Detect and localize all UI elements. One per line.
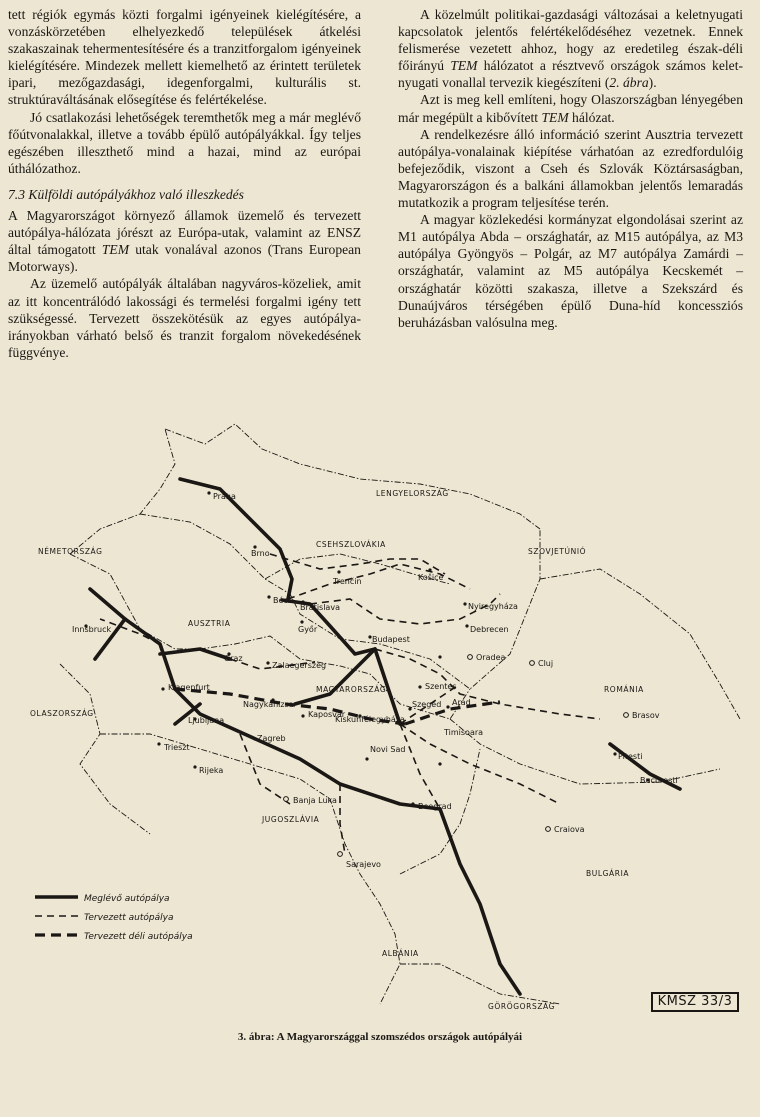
label-trieszt: Trieszt — [164, 743, 190, 752]
planned-motorways — [100, 554, 600, 854]
label-graz: Graz — [224, 654, 243, 663]
label-albania: ALBÁNIA — [382, 949, 419, 958]
label-jugoszlavia: JUGOSZLÁVIA — [262, 815, 320, 824]
label-nagykanizsa: Nagykanizsa — [243, 700, 294, 709]
label-ausztria: AUSZTRIA — [188, 619, 231, 628]
label-bratislava: Bratislava — [300, 603, 340, 612]
section-heading: 7.3 Külföldi autópályákhoz való illeszkedés — [8, 186, 244, 202]
label-szeged: Szeged — [412, 700, 442, 709]
label-oradea: Oradea — [476, 653, 506, 662]
right-paragraph-3: A rendelkezésre álló információ szerint Ausztria tervezett autópálya-vonalainak kiépítése várhatóan az ezredfordulóig befejeződik, viszont a Cseh és Szlovák Köztársaságban, Magyarországon és a balkáni államokban jelentős lemaradás mutatkozik a program teljesítése terén. — [398, 126, 743, 211]
label-budapest: Budapest — [372, 635, 410, 644]
label-cluj: Cluj — [538, 659, 554, 668]
left-text-column — [8, 6, 361, 361]
figure-caption: 3. ábra: A Magyarországgal szomszédos országok autópályái — [237, 1031, 523, 1043]
legend-existing-label: Meglévő autópálya — [84, 894, 170, 904]
left-paragraph-3: A Magyarországot környező államok üzemelő és tervezett autópálya-hálózata jórészt az Európa-utak, valamint az ENSZ által támogatott TEM utak vonalával azonos (Trans European Motorways). — [8, 208, 361, 275]
label-kaposvar: Kaposvár — [308, 710, 346, 719]
label-zagreb: Zagreb — [257, 734, 286, 743]
kmsz-badge: KMSZ 33/3 — [651, 992, 739, 1012]
label-szovjetunio: SZOVJETÚNIÓ — [528, 547, 587, 556]
label-pitesti: Pitesti — [618, 752, 643, 761]
label-kiskunfelegyhaza: Kiskunfélegyháza — [335, 715, 405, 724]
right-text-column — [398, 6, 743, 331]
label-klagenfurt: Klagenfurt — [168, 683, 210, 692]
label-csehszlovakia: CSEHSZLOVÁKIA — [316, 540, 386, 549]
label-lengyelorszag: LENGYELORSZÁG — [376, 489, 449, 498]
label-ljubljana: Ljubljana — [188, 716, 225, 725]
label-rijeka: Rijeka — [199, 766, 224, 775]
label-innsbruck: Innsbruck — [72, 625, 112, 634]
label-bulgaria: BULGÁRIA — [586, 869, 630, 878]
label-craiova: Craiova — [554, 825, 585, 834]
motorway-map — [0, 404, 760, 1029]
label-sarajevo: Sarajevo — [346, 860, 381, 869]
label-timisoara: Timisoara — [444, 728, 484, 737]
label-brasov: Brasov — [632, 711, 660, 720]
left-paragraph-2: Jó csatlakozási lehetőségek teremthetők meg a már meglévő főútvonalakkal, illetve a tovább épülő autópályákkal. Így teljes egészében illeszthető mind a hazai, mind az európai úthálózathoz. — [8, 109, 361, 176]
existing-motorways — [90, 479, 680, 994]
label-brno: Brno — [251, 549, 270, 558]
label-kosice: Košice — [418, 573, 444, 582]
city-markers — [84, 491, 649, 805]
label-gyor: Győr — [298, 625, 318, 634]
right-paragraph-4: A magyar közlekedési kormányzat elgondolásai szerint az M1 autópálya Abda – országhatár, az M15 autópálya, az M3 autópálya Gyöngyös – Polgár, az M7 autópálya Zamárdi – országhatár, valamint az M5 autópálya Kecskemét – országhatár közötti szakasza, illetve a Szekszárd és Dunaújváros térségében épülő Duna-híd koncessziós beruházásban valósulna meg. — [398, 212, 743, 330]
label-olaszorszag: OLASZORSZÁG — [30, 709, 94, 718]
label-nyiregyhaza: Nyiregyháza — [468, 602, 518, 611]
left-paragraph-4: Az üzemelő autópályák általában nagyváros-közeliek, amit az itt koncentrálódó lakossági és termelési forgalmi igény tett szükségessé. Tervezett összekötésük az egyes autópálya-irányokban várható belső és tranzit forgalom növekedésének függvénye. — [8, 276, 361, 360]
label-bucuresti: Bucuresti — [640, 776, 678, 785]
right-paragraph-2: Azt is meg kell említeni, hogy Olaszországban lényegében már megépült a kibővített TEM hálózat. — [398, 92, 743, 125]
label-magyarorszag: MAGYARORSZÁG — [316, 685, 387, 694]
label-arad: Arad — [452, 698, 471, 707]
label-praha: Praha — [213, 492, 236, 501]
label-romania: ROMÁNIA — [604, 685, 644, 694]
label-nemetorszag: NÉMETORSZÁG — [38, 547, 103, 556]
right-paragraph-1: A közelmúlt politikai-gazdasági változásai a keletnyugati kapcsolatok jelentős felértékelődéséhez vezetnek. Ennek felismerése vezetett ahhoz, hogy az eredetileg észak-déli főirányú TEM hálózatot a résztvevő országok számos kelet-nyugati vonallal tervezik kiegészíteni (2. ábra). — [398, 7, 743, 91]
label-becs: Bécs — [273, 596, 292, 605]
label-banja-luka: Banja Luka — [293, 796, 337, 805]
label-trencin: Trenčin — [333, 577, 362, 586]
legend-planned-south-label: Tervezett déli autópálya — [84, 932, 193, 942]
legend-planned-label: Tervezett autópálya — [84, 913, 174, 923]
label-debrecen: Debrecen — [470, 625, 509, 634]
label-gorogorszag: GÖRÖGORSZÁG — [488, 1002, 556, 1011]
label-novi-sad: Novi Sad — [370, 745, 406, 754]
label-szentes: Szentes — [425, 682, 457, 691]
label-zalaegerszeg: Zalaegerszeg — [272, 661, 327, 670]
label-beograd: Beograd — [418, 802, 452, 811]
left-paragraph-1: tett régiók egymás közti forgalmi igényeinek kielégítésére, a vonzáskörzetében elhelyezkedő települések átkelési szakaszainak tehermentesítésére és a tranzitforgalom igényeinek kielégítésére. Mindezek mellett kiemelhető az érintett területek ipari, mezőgazdasági, idegenforgalmi, kulturális st. struktúraváltásának elősegítése és felértékelése. — [8, 7, 361, 108]
